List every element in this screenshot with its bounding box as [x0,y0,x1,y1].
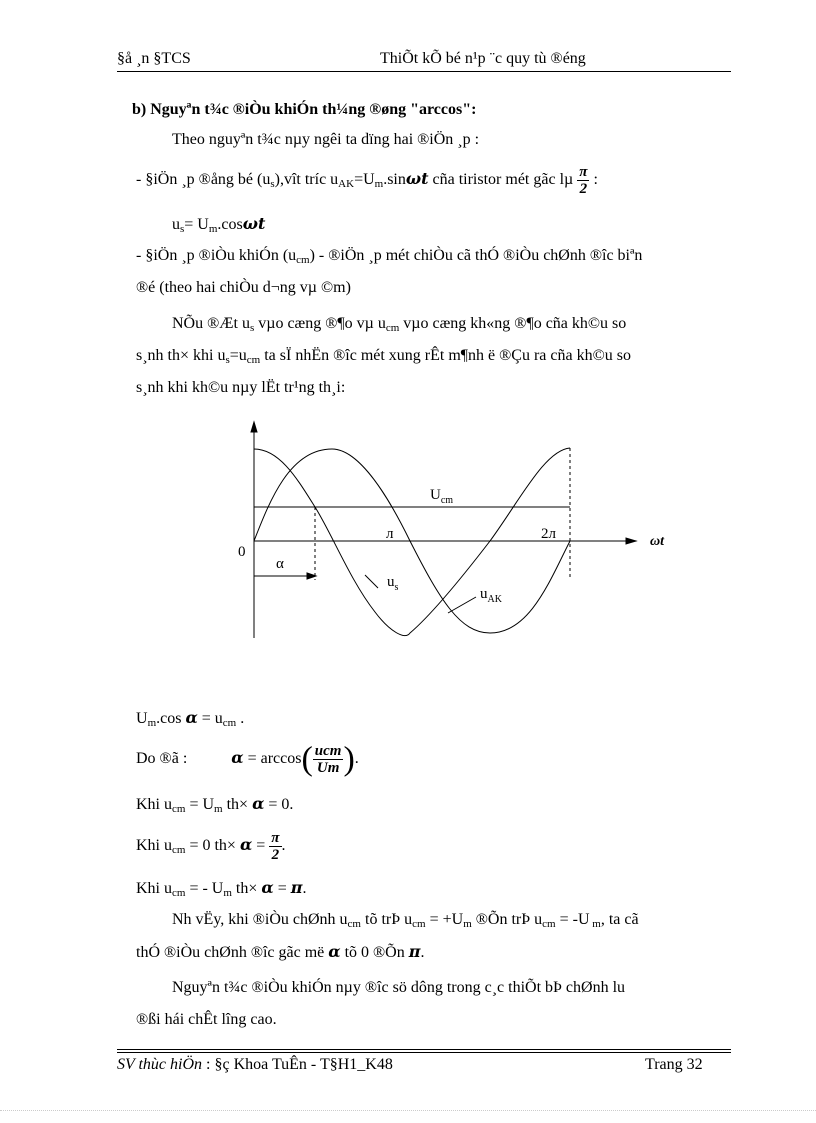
label-pi: л [386,526,394,542]
eq-alpha-arccos: Do ®ã : α = arccos( $\frac{\text{ucm}}{Um}$ ). [136,740,359,778]
eq-um-cos-alpha: $U_m.\cos$ $\alpha = u_{cm}$ . [136,708,245,729]
label-alpha: α [276,556,284,572]
header-left: §å ¸n §TCS [117,50,191,67]
label-zero: 0 [238,544,246,560]
fraction-pi-over-2-b: $\frac{\pi}{2}$ [271,830,280,863]
page-bottom-dotted-rule [0,1110,816,1111]
footer-rule-2 [117,1052,731,1053]
us-leader [365,575,378,588]
section-title: b) Nguyªn t¾c ®iÒu khiÓn th¼ng ®øng "arccos": [132,101,477,118]
footer-left: SV thùc hiÖn : §ç Khoa TuÊn - T§H1_K48 [117,1056,393,1073]
x-axis-arrow [626,538,636,544]
para1-line2: s¸nh th× khi $u_s=u_{cm}$ ta sÏ nhËn ®îc mét xung rÊt m¶nh ë ®Çu ra cña kh©u so [136,347,631,366]
us-equation: $u_s= U_m.\cos\omega t$ [172,214,266,235]
label-2pi: 2л [541,526,556,542]
intro-line: Theo nguyªn t¾c nµy ngêi ta dïng hai ®iÖn ¸p : [172,131,480,148]
label-uak: $u_{AK}$ [480,586,502,605]
para3-line2: ®ßi hái chÊt lîng cao. [136,1011,277,1028]
label-omega-t: ωt [650,534,665,549]
para3-line1: Nguyªn t¾c ®iÒu khiÓn nµy ®îc sö dông trong c¸c thiÕt bÞ chØnh lu [172,979,626,996]
para2-line2: thÓ ®iÒu chØnh ®îc gãc më α tõ 0 ®Õn π. [136,942,425,961]
label-us: $u_s$ [387,574,399,593]
bullet-control-voltage-1: - §iÖn ¸p ®iÒu khiÓn $(u_{cm})$ - ®iÖn ¸p mét chiÒu cã thÓ ®iÒu chØnh ®îc biªn [136,247,643,266]
eq-ucm-equals-minus-um: Khi $u_{cm}$ = - $U_m$ th× α = π. [136,878,307,899]
label-ucm: $U_{cm}$ [430,487,454,506]
para2-line1: Nh vËy, khi ®iÒu chØnh $u_{cm}$ tõ trÞ $u_{cm} = +U_m$ ®Õn trÞ $u_{cm} = -U$ $_m$, ta cã [172,911,639,930]
eq-ucm-equals-um: Khi $u_{cm} = U_m$ th× α = 0. [136,794,294,815]
para1-line1: NÕu ®Æt $u_s$ vµo cæng ®¶o vµ $u_{cm}$ vµo cæng kh«ng ®¶o cña kh©u so [172,315,627,334]
us-cosine-curve [254,448,570,635]
y-axis-arrow [251,422,257,432]
fraction-pi-over-2: $\frac{\pi}{2}$ [579,164,588,197]
footer-page-number: Trang 32 [645,1056,703,1073]
bullet-control-voltage-2: ®é (theo hai chiÒu d¬ng vµ ©m) [136,279,351,296]
header-right: ThiÕt kÕ bé n¹p ¨c quy tù ®éng [380,50,586,67]
bullet-sync-voltage: - §iÖn ¸p ®ång bé $(u_s),vît$ tríc $u_{AK}=U_m.\sin\omega t$ cña tiristor mét gãc lµ $\frac{\pi}{2}$ : [136,164,598,197]
para1-line3: s¸nh khi kh©u nµy lËt tr¹ng th¸i: [136,379,346,396]
footer-rule-1 [117,1049,731,1050]
uak-leader [448,597,476,613]
fraction-ucm-over-um: $\frac{\text{ucm}}{Um}$ [314,743,342,776]
eq-ucm-equals-zero: Khi $u_{cm} = 0$ th× α = $\frac{\pi}{2}$ . [136,830,286,863]
